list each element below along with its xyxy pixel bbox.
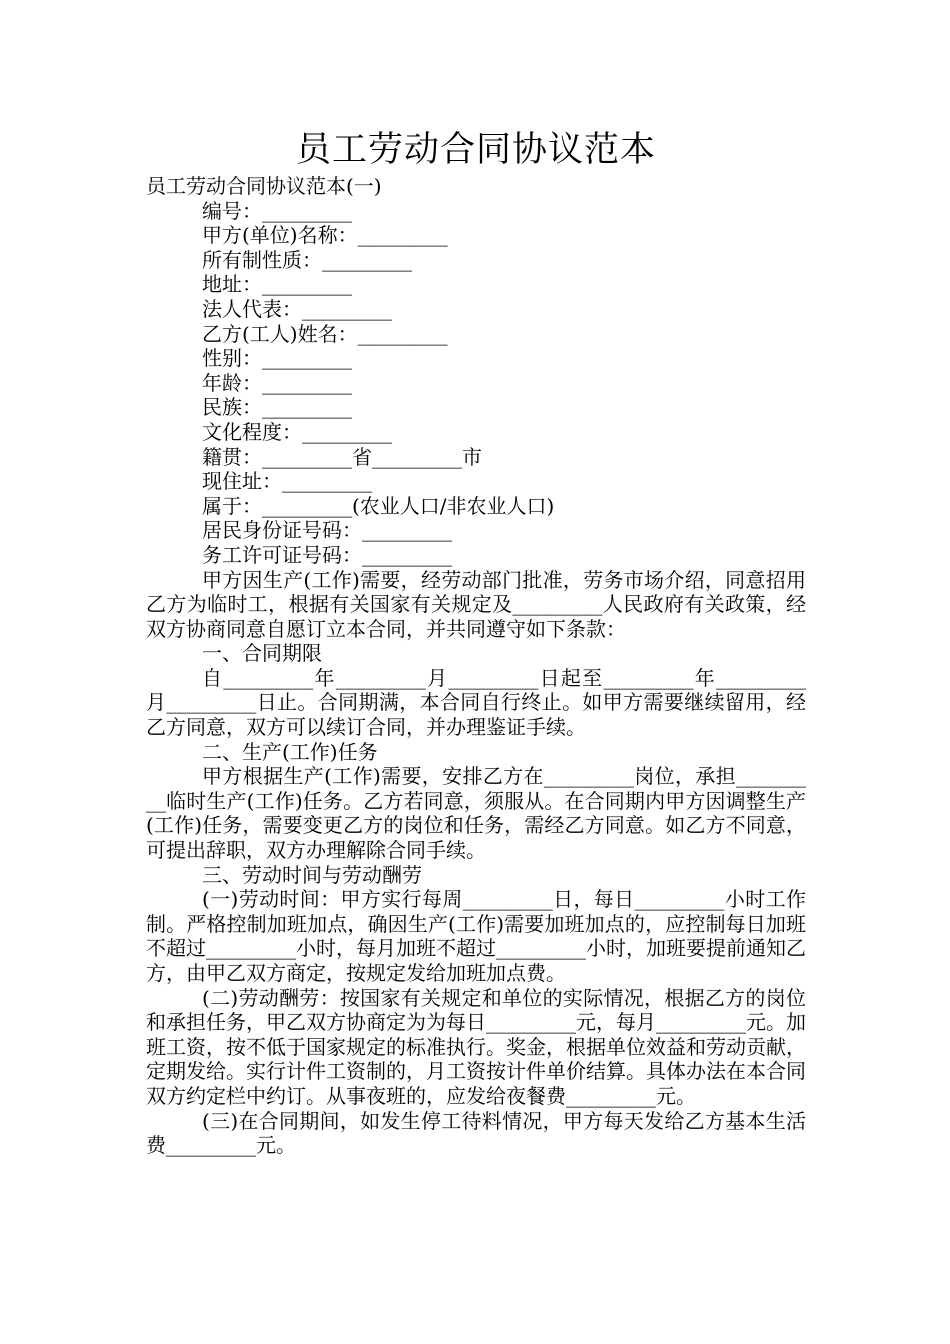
field-number: 编号：_________ — [202, 198, 352, 223]
field-household-type: 属于：_________(农业人口/非农业人口) — [202, 493, 555, 518]
section-heading-hours-pay: 三、劳动时间与劳动酬劳 — [202, 862, 422, 887]
section-heading-tasks: 二、生产(工作)任务 — [202, 739, 378, 764]
field-address: 地址：_________ — [202, 272, 352, 297]
contract-fields — [146, 199, 806, 568]
field-legal-rep: 法人代表：_________ — [202, 296, 392, 321]
field-ownership: 所有制性质：_________ — [202, 247, 412, 272]
paragraph-working-hours: (一)劳动时间：甲方实行每周_________日，每日_________小时工作制。严格控制加班加点，确因生产(工作)需要加班加点的，应控制每日加班不超过_________小时，每月加班不超过_________小时，加班要提前通知乙方，由甲乙双方商定，按规定发给加班加点费。 — [146, 887, 806, 985]
field-native-place: 籍贯：_________省_________市 — [202, 444, 482, 469]
document-title: 员工劳动合同协议范本 — [295, 130, 656, 170]
field-gender: 性别：_________ — [202, 346, 352, 371]
field-id-number: 居民身份证号码：_________ — [202, 518, 452, 543]
paragraph-intro: 甲方因生产(工作)需要，经劳动部门批准，劳务市场介绍，同意招用乙方为临时工，根据有关国家有关规定及_________人民政府有关政策，经双方协商同意自愿订立本合同，并共同遵守如下条款： — [146, 567, 806, 641]
paragraph-tasks: 甲方根据生产(工作)需要，安排乙方在_________岗位，承担_________临时生产(工作)任务。乙方若同意，须服从。在合同期内甲方因调整生产(工作)任务，需要变更乙方的岗位和任务，需经乙方同意。如乙方不同意，可提出辞职，双方办理解除合同手续。 — [146, 764, 806, 863]
field-work-permit: 务工许可证号码：_________ — [202, 542, 452, 567]
field-age: 年龄：_________ — [202, 370, 352, 395]
field-employer-name: 甲方(单位)名称：_________ — [202, 223, 448, 248]
document-subtitle: 员工劳动合同协议范本(一) — [146, 174, 382, 198]
field-ethnicity: 民族：_________ — [202, 395, 352, 420]
field-education: 文化程度：_________ — [202, 419, 392, 444]
paragraph-stoppage: (三)在合同期间，如发生停工待料情况，甲方每天发给乙方基本生活费_________元。 — [146, 1108, 806, 1158]
document-page — [146, 128, 806, 1158]
paragraph-term: 自_________年_________月_________日起至_________年_________月_________日止。合同期满，本合同自行终止。如甲方需要继续留用，经乙方同意，双方可以续订合同，并办理鉴证手续。 — [146, 665, 806, 740]
field-worker-name: 乙方(工人)姓名：_________ — [202, 321, 448, 346]
paragraph-remuneration: (二)劳动酬劳：按国家有关规定和单位的实际情况，根据乙方的岗位和承担任务，甲乙双方协商定为为每日_________元，每月_________元。加班工资，按不低于国家规定的标准执行。奖金，根据单位效益和劳动贡献，定期发给。实行计件工资制的，月工资按计件单价结算。具体办法在本合同双方约定栏中约订。从事夜班的，应发给夜餐费_________元。 — [146, 985, 806, 1108]
section-heading-term: 一、合同期限 — [202, 641, 322, 666]
field-current-address: 现住址：_________ — [202, 469, 372, 494]
